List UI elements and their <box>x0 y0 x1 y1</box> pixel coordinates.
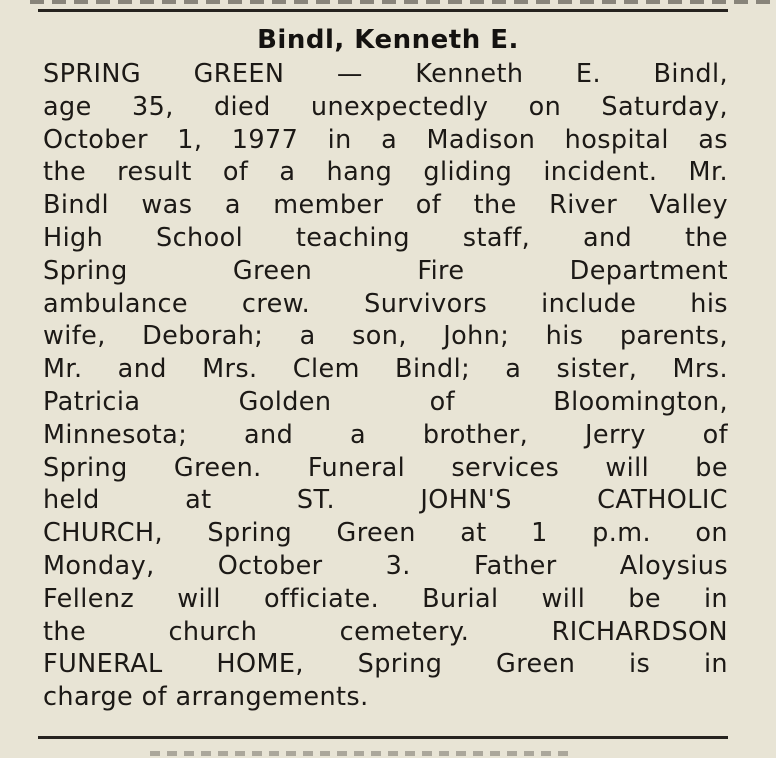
body-line: ambulance crew. Survivors include his <box>43 288 728 319</box>
body-line: Spring Green Fire Department <box>43 255 728 286</box>
body-line: Monday, October 3. Father Aloysius <box>43 550 728 581</box>
body-line: SPRING GREEN — Kenneth E. Bindl, <box>43 59 728 89</box>
body-line: October 1, 1977 in a Madison hospital as <box>43 124 728 155</box>
body-line: age 35, died unexpectedly on Saturday, <box>43 91 728 122</box>
body-line: High School teaching staff, and the <box>43 222 728 253</box>
body-line: the result of a hang gliding incident. Mr. <box>43 157 728 188</box>
body-line: wife, Deborah; a son, John; his parents, <box>43 321 728 352</box>
bottom-divider-rule <box>38 736 728 739</box>
body-line: FUNERAL HOME, Spring Green is in <box>43 649 728 680</box>
next-column-remnant <box>150 748 570 758</box>
body-line: Bindl was a member of the River Valley <box>43 190 728 221</box>
body-line: Mr. and Mrs. Clem Bindl; a sister, Mrs. <box>43 354 728 385</box>
body-line: Fellenz will officiate. Burial will be in <box>43 583 728 614</box>
body-line: the church cemetery. RICHARDSON <box>43 616 728 647</box>
body-line: Minnesota; and a brother, Jerry of <box>43 419 728 450</box>
previous-column-remnant <box>30 0 770 6</box>
body-line: Patricia Golden of Bloomington, <box>43 386 728 417</box>
next-column-text-fragment <box>150 751 570 756</box>
previous-column-text-fragment <box>30 0 770 4</box>
obituary-headline: Bindl, Kenneth E. <box>257 25 519 55</box>
top-divider-rule <box>38 9 728 12</box>
body-line: held at ST. JOHN'S CATHOLIC <box>43 485 728 516</box>
body-line: CHURCH, Spring Green at 1 p.m. on <box>43 518 728 549</box>
obituary-body <box>43 58 728 714</box>
body-line: Spring Green. Funeral services will be <box>43 452 728 483</box>
body-line-last: charge of arrangements. <box>43 682 369 713</box>
